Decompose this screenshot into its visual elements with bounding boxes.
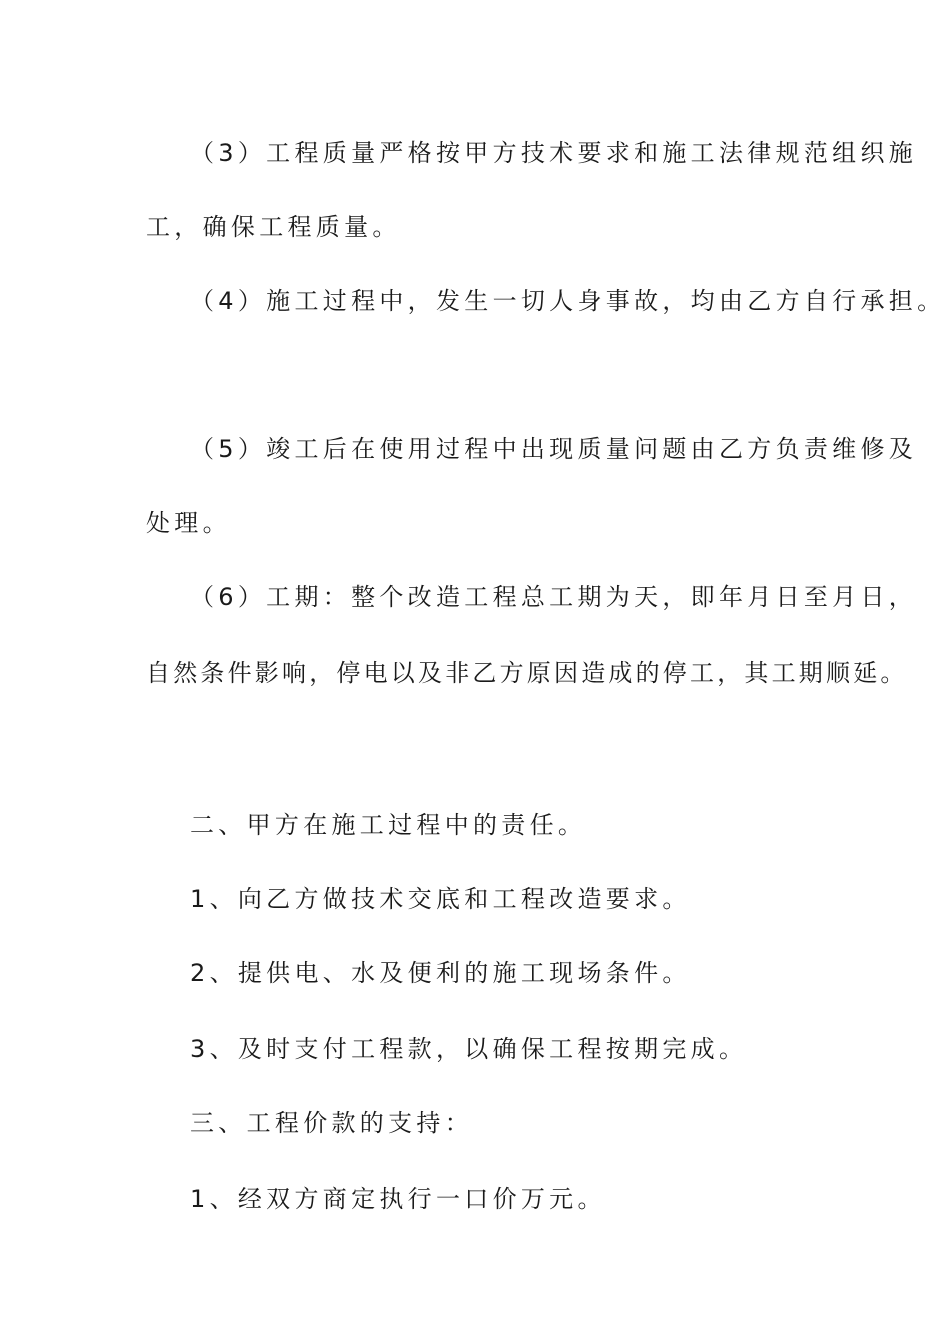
section-2-heading: 二、甲方在施工过程中的责任。	[190, 811, 587, 839]
paragraph-6-line-2: 自然条件影响，停电以及非乙方原因造成的停工，其工期顺延。	[146, 659, 908, 687]
section-2-item-3: 3、及时支付工程款，以确保工程按期完成。	[190, 1035, 748, 1063]
section-2-item-1: 1、向乙方做技术交底和工程改造要求。	[190, 885, 691, 913]
paragraph-3-line-1: （3）工程质量严格按甲方技术要求和施工法律规范组织施	[190, 139, 918, 167]
section-3-heading: 三、工程价款的支持：	[190, 1109, 473, 1137]
paragraph-4: （4）施工过程中，发生一切人身事故，均由乙方自行承担。	[190, 287, 946, 315]
paragraph-5-line-1: （5）竣工后在使用过程中出现质量问题由乙方负责维修及	[190, 435, 918, 463]
paragraph-6-line-1: （6）工期：整个改造工程总工期为天，即年月日至月日，	[190, 583, 918, 611]
section-2-item-2: 2、提供电、水及便利的施工现场条件。	[190, 959, 691, 987]
paragraph-3-line-2: 工，确保工程质量。	[146, 213, 401, 241]
section-3-item-1: 1、经双方商定执行一口价万元。	[190, 1185, 606, 1213]
paragraph-5-line-2: 处理。	[146, 509, 231, 537]
